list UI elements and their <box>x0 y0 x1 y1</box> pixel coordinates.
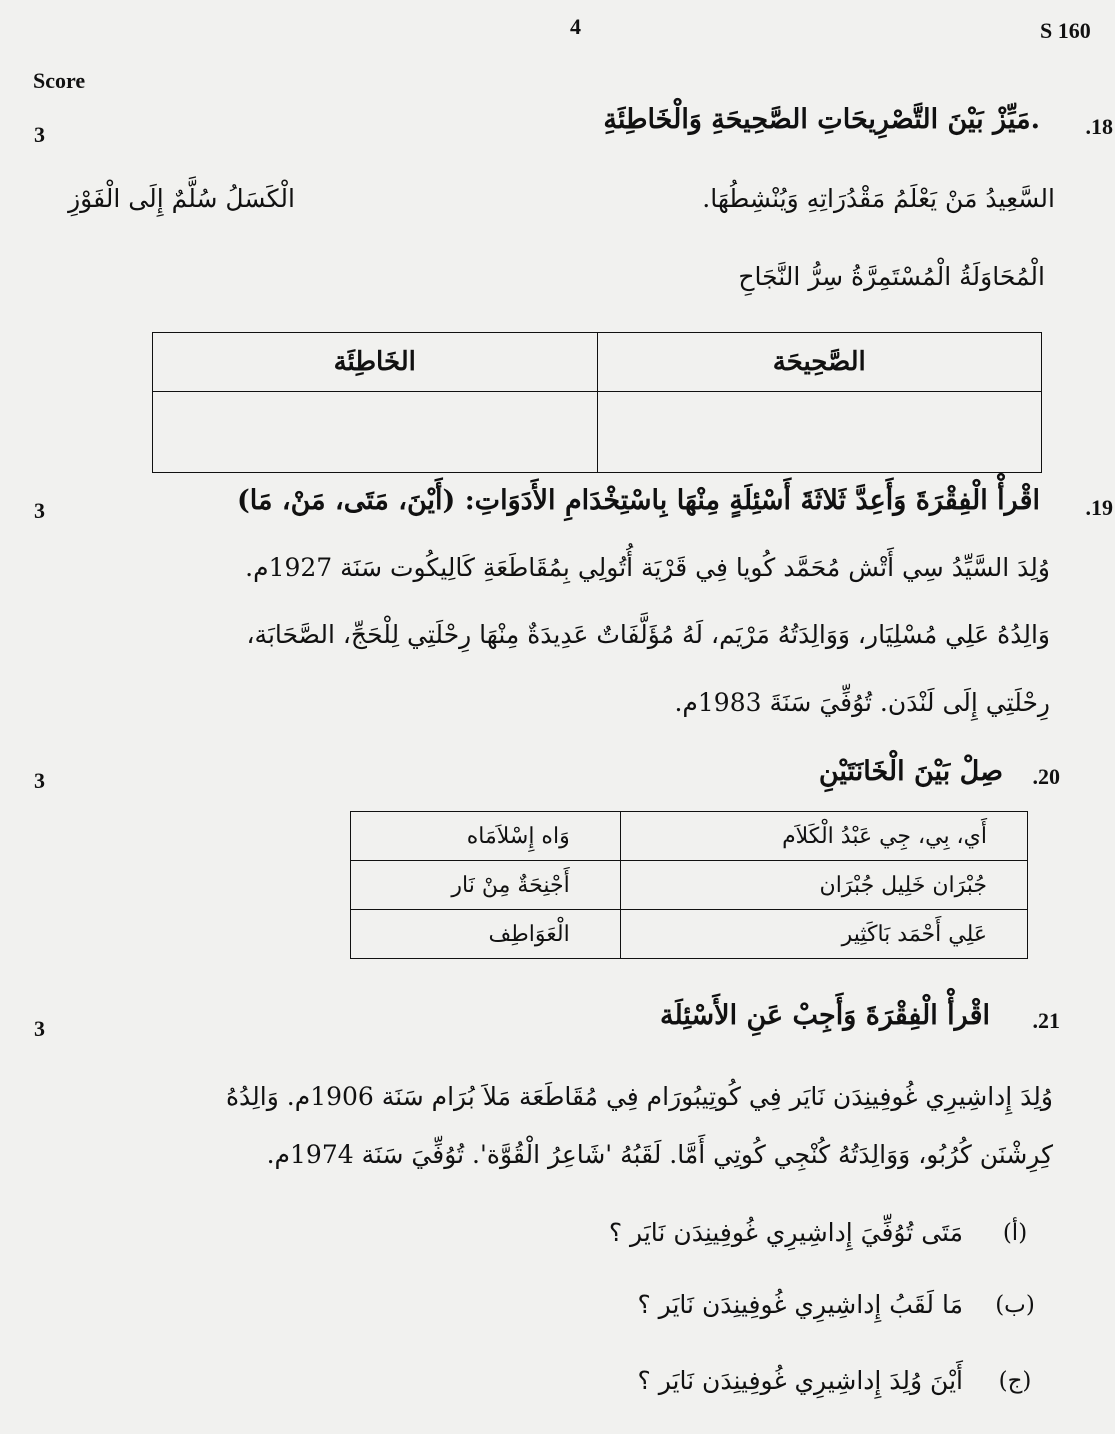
exam-code: S 160 <box>1040 18 1091 43</box>
match-row <box>351 812 1028 861</box>
question-letter: (أ) <box>1002 1219 1028 1246</box>
answer-cell-wrong <box>153 392 598 473</box>
q21-line-1: وُلِدَ إِداشِيرِي غُوفِينِدَن نَايَر فِي كُوتِيبُورَام فِي مُقَاطَعَة مَلاَ بُرَام سَنَة 1906م. وَالِدُهُ <box>225 1082 1053 1111</box>
col-correct: الصَّحِيحَة <box>597 333 1042 392</box>
question-text: مَا لَقَبُ إِداشِيرِي غُوفِينِدَن نَايَر ؟ <box>637 1290 963 1319</box>
q18-statement-c: الْمُحَاوَلَةُ الْمُسْتَمِرَّةُ سِرُّ النَّجَاحِ <box>738 262 1045 291</box>
q21-question-c <box>638 1366 1045 1395</box>
q19-score: 3 <box>34 498 45 523</box>
q21-title: اقْرأْ الْفِقْرَةَ وَأَجِبْ عَنِ الأَسْئِلَة <box>660 1000 990 1031</box>
q19-line-1: وُلِدَ السَّيِّدُ سِي أَتْش مُحَمَّد كُويا فِي قَرْيَة أُتُولِي بِمُقَاطَعَةِ كَالِيكُوت سَنَة 1927م. <box>245 553 1050 582</box>
question-letter: (ج) <box>998 1367 1032 1394</box>
q18-score: 3 <box>34 122 45 147</box>
q21-question-a <box>609 1218 1045 1247</box>
q19-title: اقْرأْ الْفِقْرَةَ وَأَعِدَّ ثَلاثَةَ أَسْئِلَةٍ مِنْهَا بِاسْتِخْدَامِ الأَدَوَاتِ: (أَيْنَ، مَتَى، مَنْ، مَا) <box>237 485 1040 516</box>
q21-line-2: كِرِشْنَن كُرُبُو، وَوَالِدَتُهُ كُنْجِي كُوتِي أَمَّا. لَقَبُهُ 'شَاعِرُ الْقُوَّة'. تُوُفِّيَ سَنَة 1974م. <box>266 1140 1053 1169</box>
match-row <box>351 861 1028 910</box>
q21-score: 3 <box>34 1016 45 1041</box>
question-text: مَتَى تُوُفِّيَ إِداشِيرِي غُوفِينِدَن نَايَر ؟ <box>608 1218 963 1247</box>
match-left-cell: الْعَوَاطِف <box>351 910 621 959</box>
q18-statement-a: السَّعِيدُ مَنْ يَعْلَمُ مَقْدُرَاتِهِ وَيُنْشِطُهَا. <box>702 184 1055 213</box>
q20-title: صِلْ بَيْنَ الْخَانَتَيْنِ <box>818 756 1003 787</box>
q18-number: .18 <box>1085 114 1113 139</box>
page-number: 4 <box>570 14 581 39</box>
q19-number: .19 <box>1085 495 1113 520</box>
answer-cell-correct <box>597 392 1042 473</box>
q18-title: .مَيِّزْ بَيْنَ التَّصْرِيحَاتِ الصَّحِيحَةِ وَالْخَاطِئَةِ <box>603 104 1040 135</box>
q19-line-3: رِحْلَتِي إِلَى لَنْدَن. تُوُفِّيَ سَنَةَ 1983م. <box>674 688 1050 717</box>
q20-match-table <box>350 811 1028 959</box>
match-row <box>351 910 1028 959</box>
q21-question-b <box>637 1290 1045 1319</box>
score-label: Score <box>33 68 86 93</box>
question-text: أَيْنَ وُلِدَ إِداشِيرِي غُوفِينِدَن نَايَر ؟ <box>637 1366 963 1395</box>
q18-answer-table <box>152 332 1042 473</box>
col-wrong: الخَاطِئَة <box>153 333 598 392</box>
match-right-cell: عَلِي أَحْمَد بَاكَثِير <box>620 910 1027 959</box>
q21-number: .21 <box>1032 1008 1060 1033</box>
q20-score: 3 <box>34 768 45 793</box>
match-left-cell: وَاه إِسْلاَمَاه <box>351 812 621 861</box>
match-right-cell: جُبْرَان خَلِيل جُبْرَان <box>620 861 1027 910</box>
q20-number: .20 <box>1032 764 1060 789</box>
match-left-cell: أَجْنِحَةٌ مِنْ نَار <box>351 861 621 910</box>
q18-statement-b: الْكَسَلُ سُلَّمٌ إِلَى الْفَوْزِ <box>68 184 295 213</box>
question-letter: (ب) <box>995 1291 1035 1318</box>
q19-line-2: وَالِدُهُ عَلِي مُسْلِيَار، وَوَالِدَتُهُ مَرْيَم، لَهُ مُؤَلَّفَاتٌ عَدِيدَةٌ مِنْهَا رِحْلَتِي لِلْحَجِّ، الصَّحَابَة، <box>246 620 1050 649</box>
match-right-cell: أَي، بِي، جِي عَبْدُ الْكَلاَم <box>620 812 1027 861</box>
